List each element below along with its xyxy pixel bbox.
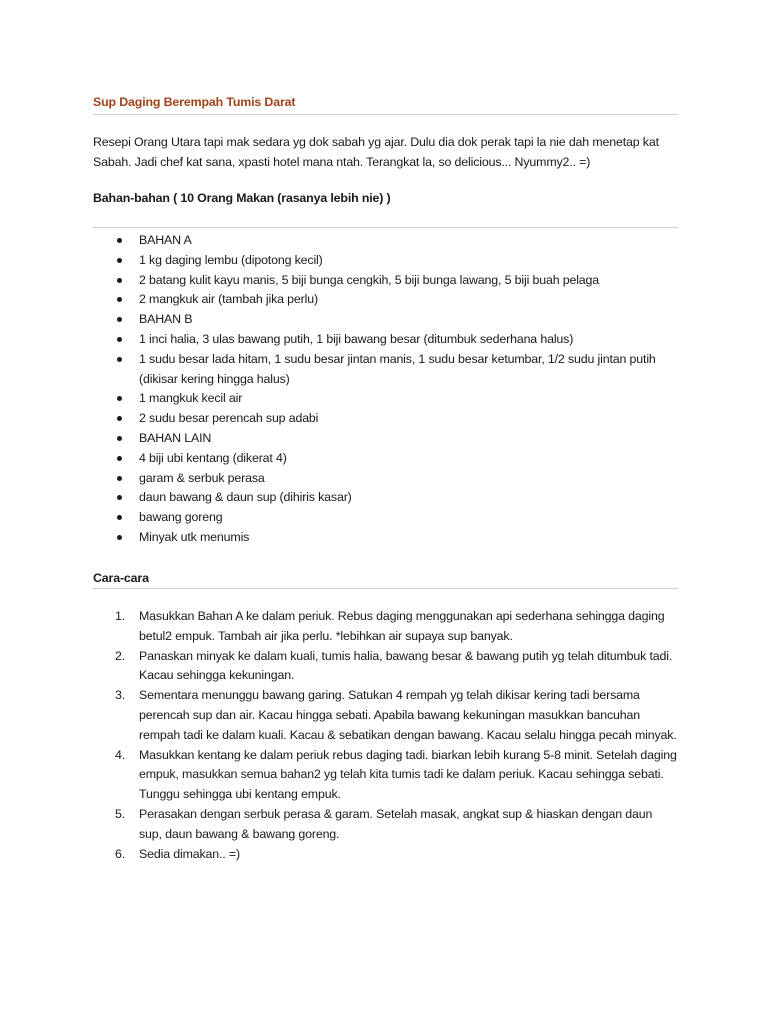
ingredient-text: 1 kg daging lembu (dipotong kecil) bbox=[139, 252, 323, 267]
bullet-icon bbox=[117, 238, 122, 243]
step-text: Sementara menunggu bawang garing. Satukan 4 rempah yg telah dikisar kering tadi bersama perencah sup dan air. Kacau hingga sebati. Apabila bawang kekuningan masukkan bancuhan rempah tadi ke dalam kuali. Kacau & sebatikan dengan bawang. Kacau selalu hingga pecah minyak. bbox=[139, 688, 677, 742]
ingredient-text: garam & serbuk perasa bbox=[139, 470, 265, 485]
ingredients-list bbox=[93, 231, 678, 548]
ingredient-text: bawang goreng bbox=[139, 510, 223, 525]
step-item bbox=[93, 805, 678, 845]
bullet-icon bbox=[117, 396, 122, 401]
ingredient-item bbox=[93, 330, 678, 350]
step-item bbox=[93, 686, 678, 745]
step-number: 3. bbox=[115, 688, 126, 703]
step-text: Masukkan kentang ke dalam periuk rebus daging tadi. biarkan lebih kurang 5-8 minit. Setelah daging empuk, masukkan semua bahan2 yg telah kita tumis tadi ke dalam periuk. Kacau sehingga sebati. Tunggu sehingga ubi kentang empuk. bbox=[139, 747, 677, 802]
ingredient-item bbox=[93, 449, 678, 469]
step-text: Panaskan minyak ke dalam kuali, tumis halia, bawang besar & bawang putih yg telah ditumbuk tadi. Kacau sehingga kekuningan. bbox=[139, 648, 673, 683]
ingredient-item bbox=[93, 469, 678, 489]
bullet-icon bbox=[117, 515, 122, 520]
intro-paragraph: Resepi Orang Utara tapi mak sedara yg dok sabah yg ajar. Dulu dia dok perak tapi la nie dah menetap kat Sabah. Jadi chef kat sana, xpasti hotel mana ntah. Terangkat la, so delicious... Nyummy2.. =) bbox=[93, 135, 659, 169]
ingredient-text: 4 biji ubi kentang (dikerat 4) bbox=[139, 450, 287, 465]
step-item bbox=[93, 746, 678, 805]
ingredient-text: 2 sudu besar perencah sup adabi bbox=[139, 411, 319, 426]
recipe-title: Sup Daging Berempah Tumis Darat bbox=[93, 95, 296, 109]
ingredient-item bbox=[93, 409, 678, 429]
step-number: 4. bbox=[115, 747, 126, 762]
ingredient-item bbox=[93, 310, 678, 330]
step-item bbox=[93, 607, 678, 647]
ingredient-text: 1 inci halia, 3 ulas bawang putih, 1 biji bawang besar (ditumbuk sederhana halus) bbox=[139, 331, 574, 346]
ingredient-item bbox=[93, 251, 678, 271]
ingredient-item bbox=[93, 271, 678, 291]
ingredient-text: daun bawang & daun sup (dihiris kasar) bbox=[139, 490, 352, 505]
ingredient-text: 1 sudu besar lada hitam, 1 sudu besar jintan manis, 1 sudu besar ketumbar, 1/2 sudu jintan putih (dikisar kering hingga halus) bbox=[139, 351, 656, 386]
ingredient-item bbox=[93, 429, 678, 449]
bullet-icon bbox=[117, 535, 122, 540]
ingredient-item bbox=[93, 488, 678, 508]
bullet-icon bbox=[117, 337, 122, 342]
ingredient-item bbox=[93, 350, 678, 390]
step-text: Perasakan dengan serbuk perasa & garam. Setelah masak, angkat sup & hiaskan dengan daun sup, daun bawang & bawang goreng. bbox=[139, 806, 653, 841]
ingredient-text: 2 mangkuk air (tambah jika perlu) bbox=[139, 292, 318, 307]
steps-list bbox=[93, 607, 678, 864]
title-divider bbox=[93, 114, 678, 115]
step-text: Sedia dimakan.. =) bbox=[139, 846, 240, 861]
bullet-icon bbox=[117, 495, 122, 500]
bullet-icon bbox=[117, 278, 122, 283]
steps-heading: Cara-cara bbox=[93, 571, 149, 585]
step-number: 1. bbox=[115, 609, 126, 623]
ingredient-text: 2 batang kulit kayu manis, 5 biji bunga cengkih, 5 biji bunga lawang, 5 biji buah pelaga bbox=[139, 272, 600, 287]
bullet-icon bbox=[117, 297, 122, 302]
ingredient-text: 1 mangkuk kecil air bbox=[139, 391, 243, 406]
bullet-icon bbox=[117, 476, 122, 481]
ingredient-text: BAHAN LAIN bbox=[139, 430, 212, 445]
ingredient-text: BAHAN B bbox=[139, 312, 193, 327]
bullet-icon bbox=[117, 416, 122, 421]
ingredients-divider bbox=[93, 227, 678, 228]
ingredients-heading: Bahan-bahan ( 10 Orang Makan (rasanya lebih nie) ) bbox=[93, 191, 391, 205]
ingredient-text: Minyak utk menumis bbox=[139, 529, 250, 544]
bullet-icon bbox=[117, 258, 122, 263]
ingredient-item bbox=[93, 508, 678, 528]
bullet-icon bbox=[117, 436, 122, 441]
bullet-icon bbox=[117, 357, 122, 362]
bullet-icon bbox=[117, 456, 122, 461]
ingredient-item bbox=[93, 389, 678, 409]
steps-divider bbox=[93, 588, 678, 589]
step-number: 5. bbox=[115, 806, 126, 821]
step-number: 2. bbox=[115, 648, 126, 663]
ingredient-item bbox=[93, 528, 678, 548]
step-item bbox=[93, 647, 678, 687]
step-text: Masukkan Bahan A ke dalam periuk. Rebus daging menggunakan api sederhana sehingga daging betul2 empuk. Tambah air jika perlu. *lebihkan air supaya sup banyak. bbox=[139, 609, 665, 643]
ingredient-item bbox=[93, 290, 678, 310]
step-item bbox=[93, 845, 678, 865]
bullet-icon bbox=[117, 317, 122, 322]
ingredient-text: BAHAN A bbox=[139, 233, 192, 247]
step-number: 6. bbox=[115, 846, 126, 861]
ingredient-item bbox=[93, 231, 678, 251]
